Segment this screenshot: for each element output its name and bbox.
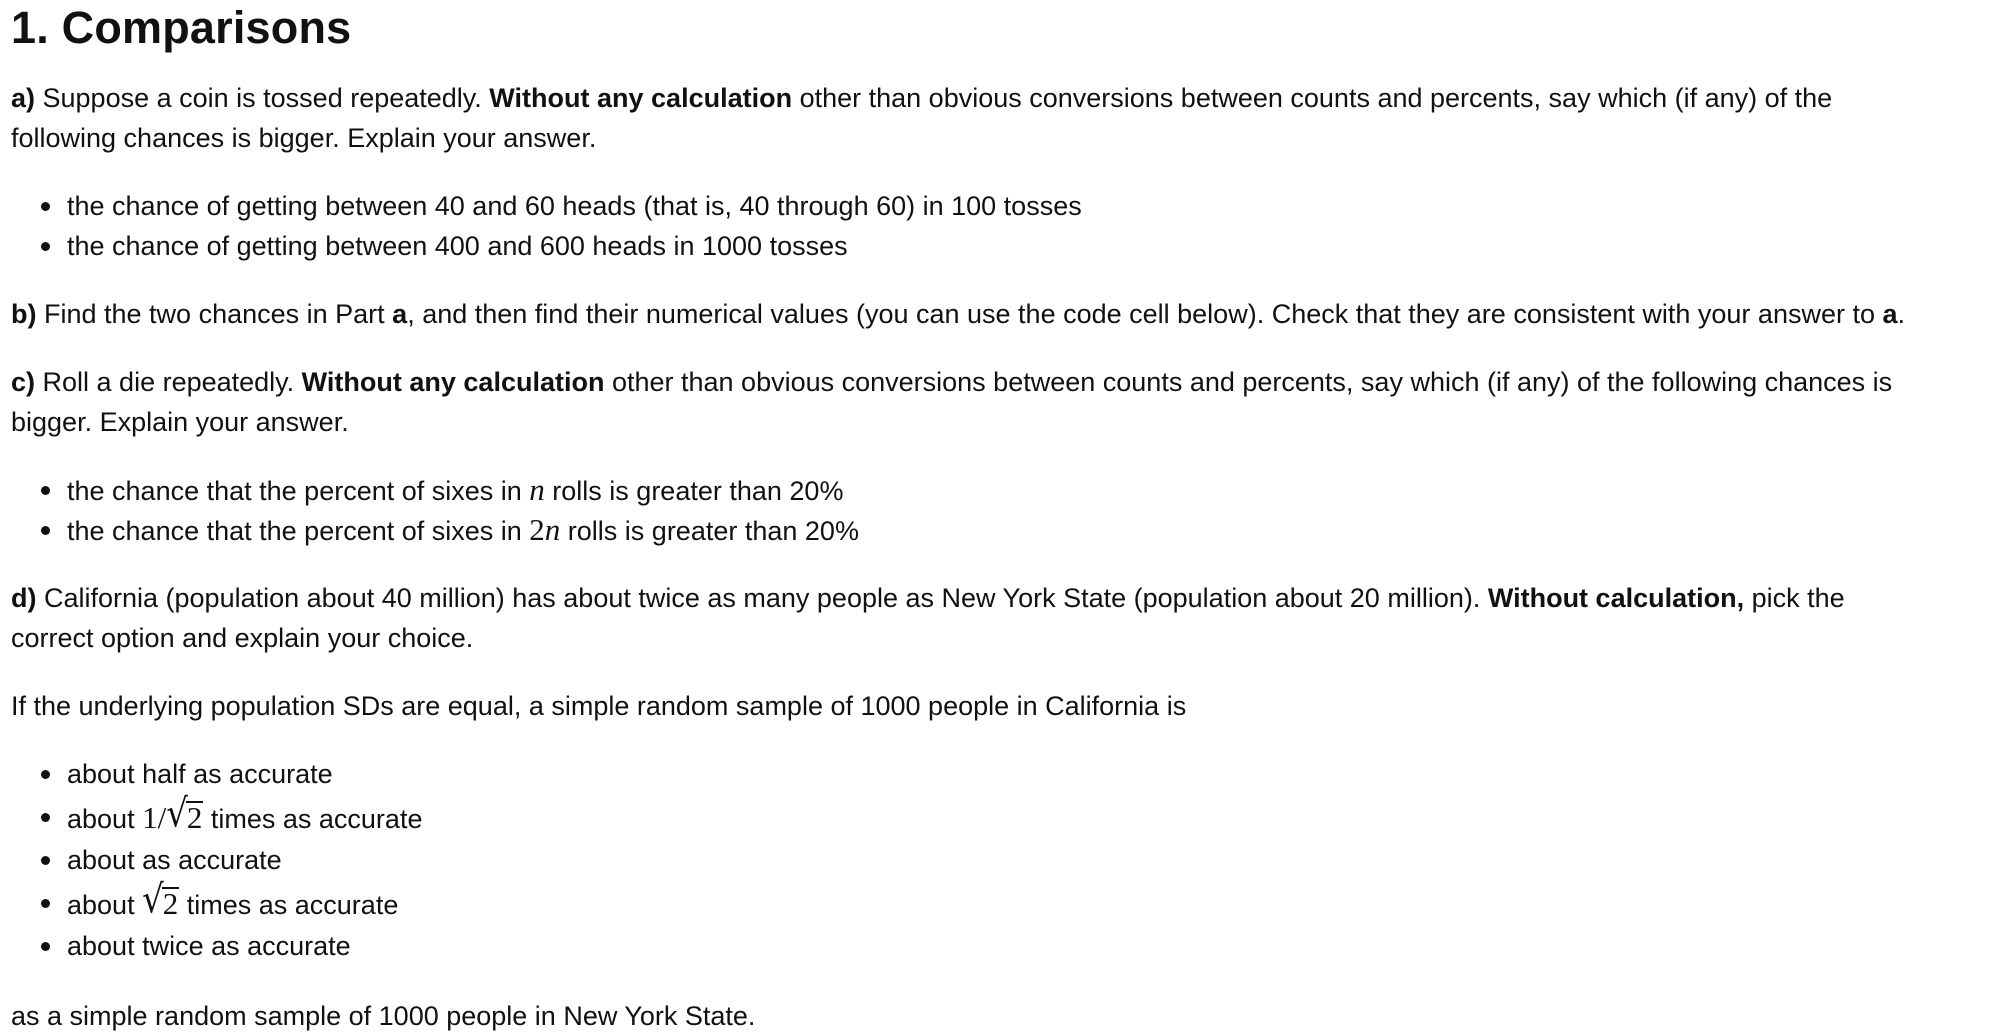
bullet-text: times as accurate bbox=[203, 804, 423, 834]
bullet-text: about bbox=[67, 890, 143, 920]
part-b-period: . bbox=[1897, 299, 1906, 329]
list-item: the chance of getting between 40 and 60 heads (that is, 40 through 60) in 100 tosses bbox=[11, 186, 1082, 226]
part-d-options-list bbox=[11, 753, 422, 967]
part-a-paragraph bbox=[11, 78, 1986, 158]
bullet-text: the chance that the percent of sixes in bbox=[67, 476, 530, 506]
math-one-over: 1/ bbox=[142, 800, 167, 835]
part-b-text: Find the two chances in Part bbox=[36, 299, 393, 329]
part-a-line2: following chances is bigger. Explain your answer. bbox=[11, 123, 597, 153]
part-a-label: a) bbox=[11, 83, 36, 113]
part-d-line2: correct option and explain your choice. bbox=[11, 623, 474, 653]
list-item bbox=[11, 790, 423, 839]
part-c-bullet-list bbox=[11, 470, 859, 550]
bullet-text: rolls is greater than 20% bbox=[544, 476, 844, 506]
part-d-label: d) bbox=[11, 583, 37, 613]
math-2n: 2n bbox=[529, 512, 561, 547]
part-d-bold: Without calculation, bbox=[1487, 583, 1745, 613]
list-item: about as accurate bbox=[11, 839, 422, 881]
part-c-line2: bigger. Explain your answer. bbox=[11, 407, 349, 437]
part-d-closing: as a simple random sample of 1000 people in New York State. bbox=[11, 1001, 756, 1031]
part-c-paragraph bbox=[11, 362, 1986, 442]
math-n: n bbox=[529, 472, 545, 507]
part-d-text-cont: pick the bbox=[1744, 583, 1845, 613]
part-a-text-cont: other than obvious conversions between counts and percents, say which (if any) of the bbox=[792, 83, 1833, 113]
part-d-paragraph bbox=[11, 578, 1986, 658]
part-b-bold-end: a bbox=[1882, 299, 1898, 329]
part-b-paragraph bbox=[11, 294, 1986, 334]
list-item: about half as accurate bbox=[11, 753, 422, 795]
section-heading: 1. Comparisons bbox=[11, 2, 352, 53]
list-item bbox=[11, 470, 859, 510]
bullet-text: about bbox=[67, 804, 143, 834]
part-a-bold: Without any calculation bbox=[489, 83, 793, 113]
part-b-text-cont: , and then find their numerical values (you can use the code cell below). Check that they are consistent with your answer to bbox=[407, 299, 1883, 329]
part-a-text: Suppose a coin is tossed repeatedly. bbox=[35, 83, 490, 113]
part-b-bold: a bbox=[392, 299, 408, 329]
list-item: about twice as accurate bbox=[11, 925, 422, 967]
list-item bbox=[11, 510, 859, 550]
part-c-bold: Without any calculation bbox=[301, 367, 605, 397]
part-c-label: c) bbox=[11, 367, 36, 397]
square-root-symbol: √2 bbox=[166, 790, 203, 837]
part-b-label: b) bbox=[11, 299, 37, 329]
part-c-text-cont: other than obvious conversions between counts and percents, say which (if any) of the following chances is bbox=[604, 367, 1893, 397]
list-item: the chance of getting between 400 and 600 heads in 1000 tosses bbox=[11, 226, 1082, 266]
bullet-text: rolls is greater than 20% bbox=[560, 516, 859, 546]
list-item bbox=[11, 876, 422, 925]
part-a-bullet-list bbox=[11, 186, 1082, 266]
square-root-symbol: √2 bbox=[142, 876, 179, 923]
part-d-text: California (population about 40 million) has about twice as many people as New York State (population about 20 million). bbox=[36, 583, 1488, 613]
bullet-text: the chance that the percent of sixes in bbox=[67, 516, 530, 546]
part-d-lead: If the underlying population SDs are equal, a simple random sample of 1000 people in California is bbox=[11, 691, 1187, 721]
part-c-text: Roll a die repeatedly. bbox=[35, 367, 302, 397]
bullet-text: times as accurate bbox=[179, 890, 399, 920]
